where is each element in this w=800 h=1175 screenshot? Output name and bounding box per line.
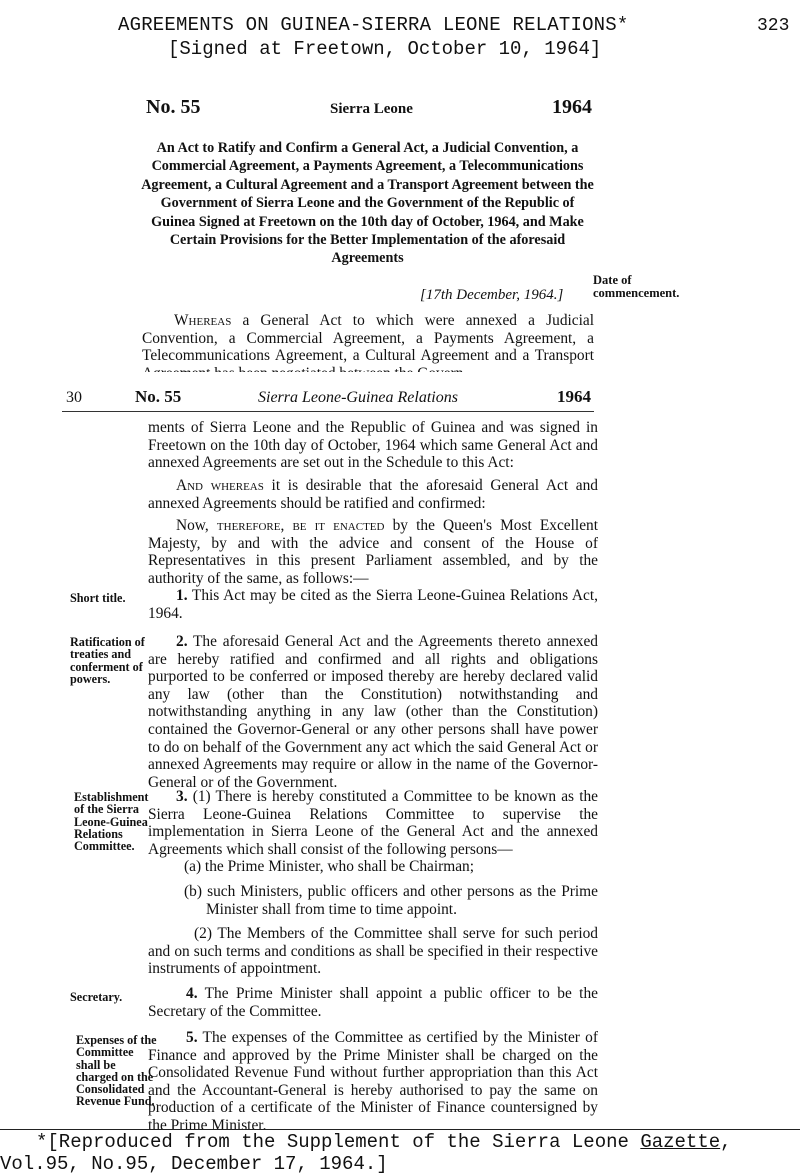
section-number: 2. [176,633,188,650]
section-2 [148,633,598,791]
section-3-item-b: (b) such Ministers, public officers and other persons as the Prime Minister shall from time to time appoint. [184,883,598,918]
act-date: [17th December, 1964.] [420,287,564,303]
section-5 [148,1029,598,1135]
header-rule [62,411,594,412]
section-text: This Act may be cited as the Sierra Leone-Guinea Relations Act, 1964. [148,587,598,622]
enacting-text: by the Queen's Most Excellent Majesty, by and with the advice and consent of the House of Representatives in this present Parliament assembled, and by the authority of the same, as follows:— [148,517,598,587]
enacting-clause [148,517,598,587]
preamble-lead: Whereas [174,312,232,329]
enacting-lead: therefore, be it enacted [208,517,385,534]
preamble2-text: it is desirable that the aforesaid General Act and annexed Agreements should be ratified and confirmed: [148,477,599,512]
footnote-gazette: Gazette [640,1131,721,1153]
section-text: The aforesaid General Act and the Agreements thereto annexed are hereby ratified and confirmed and all rights and obligations purported to be conferred or imposed thereby are hereby declared valid any law (other than the Constitution) notwithstanding and notwithstanding anything in any law (other than the Constitution) contained the Governor-General or any other persons shall have power to do on behalf of the Government any act which the said General Act or annexed Agreements may require or allow in the name of the Governor-General or of the Government. [148,633,598,791]
page-number: 323 [757,16,790,36]
act-long-title: An Act to Ratify and Confirm a General Act, a Judicial Convention, a Commercial Agreement, a Payments Agreement, a Telecommunications Agreement, a Cultural Agreement and a Transport Agreement between the Government of Sierra Leone and the Government of the Republic of Guinea Signed at Freetown on the 10th day of October, 1964, and Make Certain Provisions for the Better Implementation of the aforesaid Agreements [141,140,594,267]
margin-note-expenses: Expenses of the Committee shall be charged on the Consolidated Revenue Fund. [76,1033,157,1109]
preamble-text: a General Act to which were annexed a Judicial Convention, a Commercial Agreement, a Payments Agreement, a Telecommunications Agreement, a Cultural Agreement and a Transport [142,312,594,365]
section-number: 3. [176,788,188,805]
page2-number: 30 [66,389,82,406]
footnote-line-1 [36,1131,732,1153]
footnote-rule [0,1129,800,1130]
footnote-comma: , [720,1131,732,1153]
preamble-continuation: ments of Sierra Leone and the Republic of Guinea and was signed in Freetown on the 10th day of October, 1964 which same General Act and annexed Agreements are set out in the Schedule to this Act: [148,419,598,472]
running-header-title: AGREEMENTS ON GUINEA-SIERRA LEONE RELATIONS* [118,14,629,36]
section-text: The expenses of the Committee as certified by the Minister of Finance and approved by the Prime Minister shall be charged on the Consolidated Revenue Fund without further appropriation than this Act and the Accountant-General is hereby authorised to pay the same on production of a certificate of the Minister of Finance countersigned by the Prime Minister. [148,1029,598,1134]
section-3-item-a: (a) the Prime Minister, who shall be Chairman; [184,858,475,875]
page2-year: 1964 [557,387,591,406]
preamble2-lead: And whereas [176,477,264,494]
margin-note-short-title: Short title. [70,591,126,605]
section-3 [148,788,598,858]
margin-note-date-of-commencement: Date of commencement. [593,273,680,300]
act-country: Sierra Leone [330,101,413,117]
preamble-paragraph-2 [148,477,598,512]
running-header-signed: [Signed at Freetown, October 10, 1964] [168,38,602,60]
section-text: (1) There is hereby constituted a Committee to be known as the Sierra Leone-Guinea Relations Committee to supervise the implementation in Sierra Leone of the General Act and the annexed Agreements which shall consist of the following persons— [148,788,598,858]
section-3-subsection-2: (2) The Members of the Committee shall serve for such period and on such terms and conditions as shall be specified in their respective instruments of appointment. [148,925,598,978]
margin-note-ratification: Ratification of treaties and conferment of powers. [70,635,145,686]
section-number: 1. [176,587,188,604]
act-year: 1964 [552,96,592,118]
section-number: 5. [186,1029,198,1046]
section-1 [148,587,598,622]
enacting-lead-now: Now, [176,517,209,534]
section-number: 4. [186,985,198,1002]
act-number: No. 55 [146,96,201,118]
margin-note-establishment: Establishment of the Sierra Leone-Guinea Relations Committee. [74,790,149,854]
page2-act-number: No. 55 [135,387,182,406]
section-text: The Prime Minister shall appoint a public officer to be the Secretary of the Committee. [148,985,598,1020]
footnote-line-2: Vol.95, No.95, December 17, 1964.] [0,1153,388,1175]
margin-note-secretary: Secretary. [70,990,123,1004]
footnote-text: *[Reproduced from the Supplement of the Sierra Leone [36,1131,641,1153]
page2-running-title: Sierra Leone-Guinea Relations [258,389,458,406]
section-4 [148,985,598,1020]
